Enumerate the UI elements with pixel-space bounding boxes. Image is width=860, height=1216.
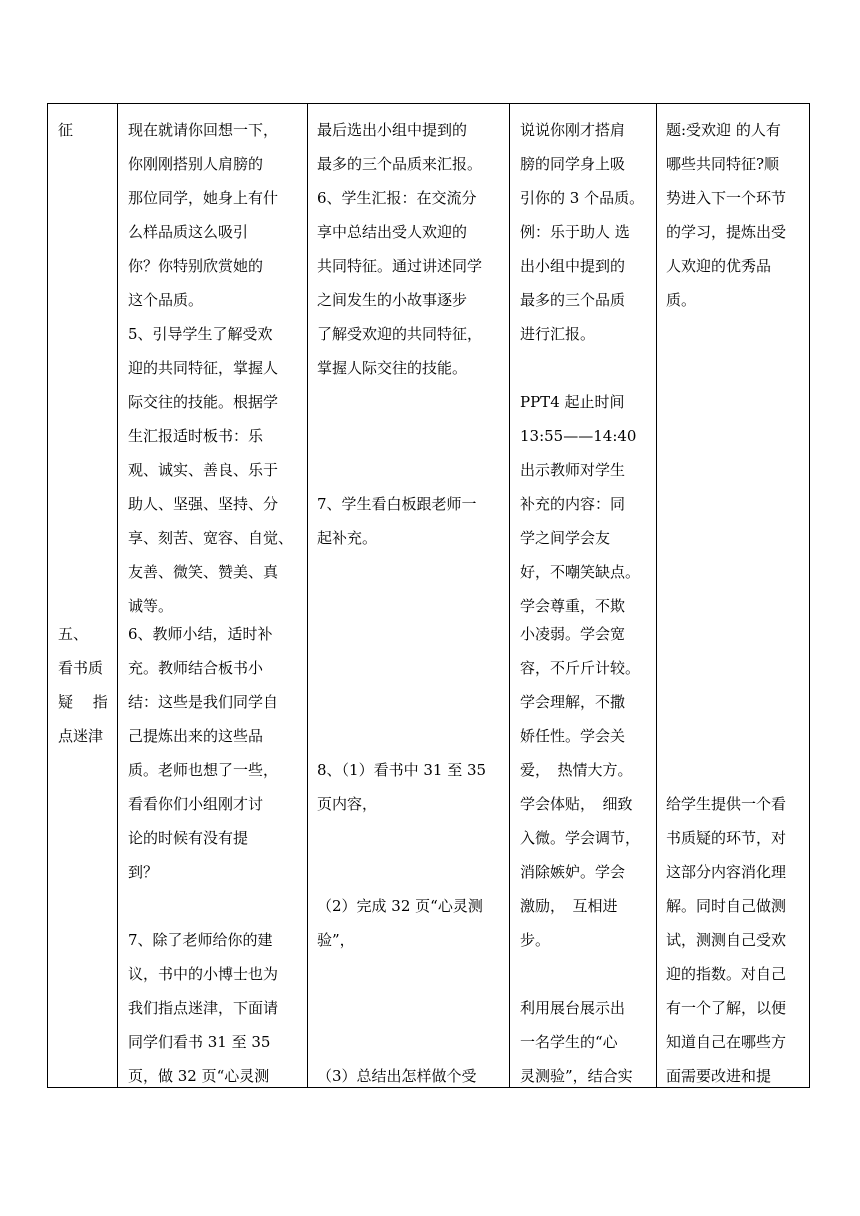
cell-text-line: （3）总结出怎样做个受 bbox=[317, 1067, 477, 1085]
cell-text-line: 这部分内容消化理 bbox=[666, 863, 787, 881]
cell-text-line: 共同特征。通过讲述同学 bbox=[317, 257, 483, 275]
cell-text-line: 哪些共同特征?顺 bbox=[666, 155, 780, 173]
cell-text-line: 人欢迎的优秀品 bbox=[666, 257, 772, 275]
cell-text-line: 充。教师结合板书小 bbox=[128, 659, 264, 677]
cell-text-line: 征 bbox=[58, 121, 74, 139]
cell-text-line: 享中总结出受人欢迎的 bbox=[317, 223, 468, 241]
cell-text-line: 学会尊重，不欺 bbox=[520, 597, 626, 615]
cell-text-line: 助人、坚强、坚持、分 bbox=[128, 495, 279, 513]
cell-text-line: 步。 bbox=[520, 931, 551, 949]
column-divider bbox=[307, 104, 308, 1087]
cell-text-line: 学之间学会友 bbox=[520, 529, 611, 547]
cell-text-line: 己提炼出来的这些品 bbox=[128, 727, 264, 745]
cell-text-line: 最后选出小组中提到的 bbox=[317, 121, 468, 139]
cell-text-line: 解。同时自己做测 bbox=[666, 897, 787, 915]
cell-text-line: 7、除了老师给你的建 bbox=[128, 931, 273, 949]
cell-text-line: 进行汇报。 bbox=[520, 325, 596, 343]
cell-text-line: 际交往的技能。根据学 bbox=[128, 393, 279, 411]
cell-text-line: 质。 bbox=[666, 291, 697, 309]
cell-text-line: 你？你特别欣赏她的 bbox=[128, 257, 264, 275]
cell-text-line: 到？ bbox=[128, 863, 159, 881]
cell-text-line: 看看你们小组刚才讨 bbox=[128, 795, 264, 813]
cell-text-line: 观、诚实、善良、乐于 bbox=[128, 461, 279, 479]
cell-text-line: 书质疑的环节，对 bbox=[666, 829, 787, 847]
cell-text-line: 题:受欢迎 的人有 bbox=[666, 121, 781, 139]
cell-text-line: 疑 指 bbox=[58, 693, 108, 711]
cell-text-line: 诚等。 bbox=[128, 597, 174, 615]
cell-text-line: 起补充。 bbox=[317, 529, 378, 547]
cell-text-line: 消除嫉妒。学会 bbox=[520, 863, 626, 881]
cell-text-line: 的学习，提炼出受 bbox=[666, 223, 787, 241]
column-divider bbox=[117, 104, 118, 1087]
cell-text-line: 这个品质。 bbox=[128, 291, 204, 309]
cell-text-line: 膀的同学身上吸 bbox=[520, 155, 626, 173]
cell-text-line: （2）完成 32 页“心灵测 bbox=[317, 897, 483, 915]
cell-text-line: 势进入下一个环节 bbox=[666, 189, 787, 207]
cell-text-line: 我们指点迷津，下面请 bbox=[128, 999, 279, 1017]
cell-text-line: 给学生提供一个看 bbox=[666, 795, 787, 813]
cell-text-line: 补充的内容：同 bbox=[520, 495, 626, 513]
cell-text-line: 8、（1）看书中 31 至 35 bbox=[317, 761, 487, 779]
cell-text-line: 看书质 bbox=[58, 659, 104, 677]
cell-text-line: 么样品质这么吸引 bbox=[128, 223, 249, 241]
cell-text-line: 同学们看书 31 至 35 bbox=[128, 1033, 271, 1051]
cell-text-line: 议，书中的小博士也为 bbox=[128, 965, 279, 983]
cell-text-line: 面需要改进和提 bbox=[666, 1067, 772, 1085]
cell-text-line: 最多的三个品质来汇报。 bbox=[317, 155, 483, 173]
cell-text-line: 说说你刚才搭肩 bbox=[520, 121, 626, 139]
cell-text-line: 利用展台展示出 bbox=[520, 999, 626, 1017]
column-divider bbox=[509, 104, 510, 1087]
cell-text-line: 生汇报适时板书：乐 bbox=[128, 427, 264, 445]
cell-text-line: 迎的指数。对自己 bbox=[666, 965, 787, 983]
column-divider bbox=[656, 104, 657, 1087]
cell-text-line: 学会体贴， 细致 bbox=[520, 795, 633, 813]
cell-text-line: 激励， 互相进 bbox=[520, 897, 618, 915]
cell-text-line: 你刚刚搭别人肩膀的 bbox=[128, 155, 264, 173]
cell-text-line: 灵测验”，结合实 bbox=[520, 1067, 633, 1085]
lesson-plan-table bbox=[47, 103, 810, 1088]
cell-text-line: 爱， 热情大方。 bbox=[520, 761, 633, 779]
cell-text-line: 小凌弱。学会宽 bbox=[520, 625, 626, 643]
cell-text-line: 质。老师也想了一些， bbox=[128, 761, 279, 779]
cell-text-line: 7、学生看白板跟老师一 bbox=[317, 495, 477, 513]
cell-text-line: 引你的 3 个品质。 bbox=[520, 189, 645, 207]
cell-text-line: 娇任性。学会关 bbox=[520, 727, 626, 745]
cell-text-line: 五、 bbox=[58, 625, 89, 643]
cell-text-line: 好，不嘲笑缺点。 bbox=[520, 563, 641, 581]
cell-text-line: 试，测测自己受欢 bbox=[666, 931, 787, 949]
cell-text-line: 6、教师小结，适时补 bbox=[128, 625, 273, 643]
cell-text-line: 那位同学，她身上有什 bbox=[128, 189, 279, 207]
cell-text-line: 出示教师对学生 bbox=[520, 461, 626, 479]
cell-text-line: 知道自己在哪些方 bbox=[666, 1033, 787, 1051]
cell-text-line: 享、刻苦、宽容、自觉、 bbox=[128, 529, 294, 547]
cell-text-line: 点迷津 bbox=[58, 727, 104, 745]
cell-text-line: 之间发生的小故事逐步 bbox=[317, 291, 468, 309]
cell-text-line: 掌握人际交往的技能。 bbox=[317, 359, 468, 377]
cell-text-line: PPT4 起止时间 bbox=[520, 393, 625, 411]
cell-text-line: 有一个了解，以便 bbox=[666, 999, 787, 1017]
cell-text-line: 迎的共同特征，掌握人 bbox=[128, 359, 279, 377]
cell-text-line: 结：这些是我们同学自 bbox=[128, 693, 279, 711]
cell-text-line: 6、学生汇报：在交流分 bbox=[317, 189, 477, 207]
cell-text-line: 友善、微笑、赞美、真 bbox=[128, 563, 279, 581]
cell-text-line: 现在就请你回想一下， bbox=[128, 121, 279, 139]
cell-text-line: 容，不斤斤计较。 bbox=[520, 659, 641, 677]
cell-text-line: 一名学生的“心 bbox=[520, 1033, 618, 1051]
cell-text-line: 了解受欢迎的共同特征， bbox=[317, 325, 483, 343]
cell-text-line: 13:55——14:40 bbox=[520, 427, 637, 445]
cell-text-line: 页内容， bbox=[317, 795, 378, 813]
cell-text-line: 5、引导学生了解受欢 bbox=[128, 325, 273, 343]
cell-text-line: 论的时候有没有提 bbox=[128, 829, 249, 847]
cell-text-line: 例：乐于助人 选 bbox=[520, 223, 630, 241]
cell-text-line: 出小组中提到的 bbox=[520, 257, 626, 275]
cell-text-line: 页，做 32 页“心灵测 bbox=[128, 1067, 270, 1085]
cell-text-line: 学会理解，不撒 bbox=[520, 693, 626, 711]
cell-text-line: 最多的三个品质 bbox=[520, 291, 626, 309]
cell-text-line: 验”， bbox=[317, 931, 355, 949]
cell-text-line: 入微。学会调节， bbox=[520, 829, 641, 847]
